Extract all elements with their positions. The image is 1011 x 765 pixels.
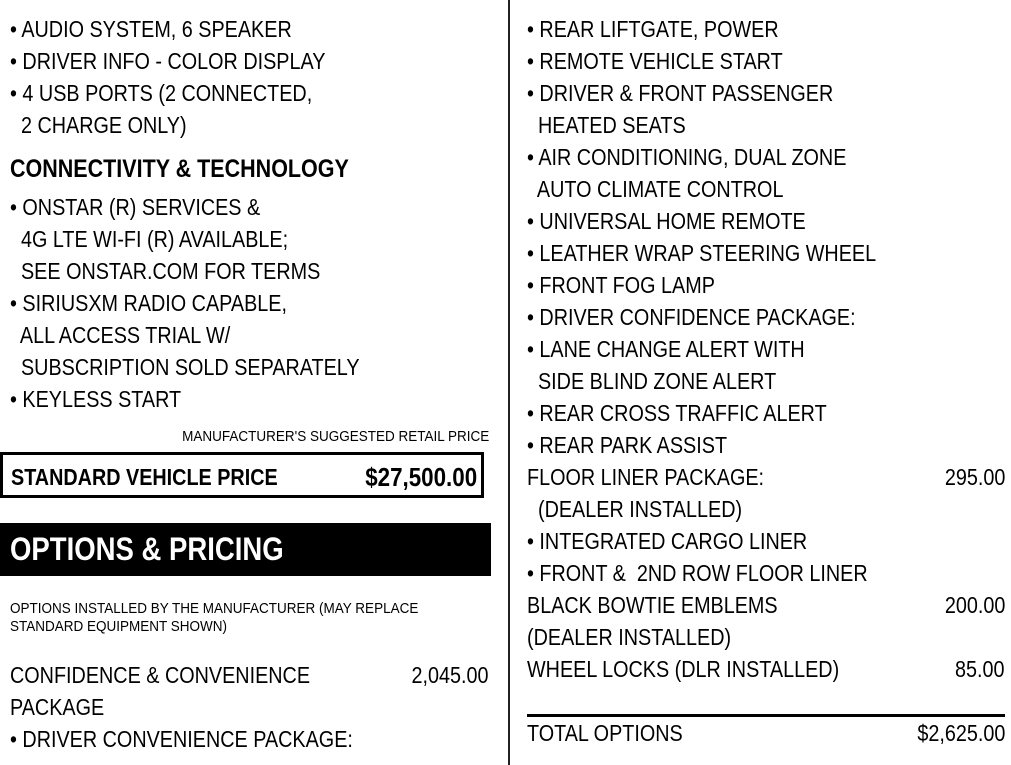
option-label: PACKAGE bbox=[10, 694, 105, 720]
options-heading-bar bbox=[0, 523, 491, 576]
standard-price-label: STANDARD VEHICLE PRICE bbox=[11, 464, 278, 490]
total-options-label: TOTAL OPTIONS bbox=[527, 720, 683, 746]
feature-line: • DRIVER CONFIDENCE PACKAGE: bbox=[527, 304, 856, 330]
feature-line: • REAR PARK ASSIST bbox=[527, 432, 728, 458]
feature-line: • ONSTAR (R) SERVICES & bbox=[10, 194, 261, 220]
feature-line: 2 CHARGE ONLY) bbox=[10, 112, 187, 138]
option-label: CONFIDENCE & CONVENIENCE bbox=[10, 662, 311, 688]
column-divider bbox=[508, 0, 510, 765]
option-label: FLOOR LINER PACKAGE: bbox=[527, 464, 765, 490]
feature-line: • INTEGRATED CARGO LINER bbox=[527, 528, 808, 554]
feature-line: HEATED SEATS bbox=[527, 112, 686, 138]
feature-line: ALL ACCESS TRIAL W/ bbox=[10, 322, 231, 348]
feature-line: • KEYLESS START bbox=[10, 386, 182, 412]
standard-price-box bbox=[0, 452, 484, 498]
feature-line: • 4 USB PORTS (2 CONNECTED, bbox=[10, 80, 313, 106]
feature-line: • DRIVER INFO - COLOR DISPLAY bbox=[10, 48, 326, 74]
option-price: 85.00 bbox=[955, 656, 1005, 682]
feature-line: • DRIVER & FRONT PASSENGER bbox=[527, 80, 834, 106]
options-note: STANDARD EQUIPMENT SHOWN) bbox=[10, 618, 228, 635]
options-note: OPTIONS INSTALLED BY THE MANUFACTURER (MAY REPLACE bbox=[10, 600, 419, 617]
total-options-value: $2,625.00 bbox=[916, 720, 1005, 746]
feature-line: • FRONT & 2ND ROW FLOOR LINER bbox=[527, 560, 868, 586]
option-label: BLACK BOWTIE EMBLEMS bbox=[527, 592, 778, 618]
options-heading: OPTIONS & PRICING bbox=[10, 531, 284, 567]
feature-line: • LANE CHANGE ALERT WITH bbox=[527, 336, 805, 362]
feature-line: • LEATHER WRAP STEERING WHEEL bbox=[527, 240, 877, 266]
standard-price-value: $27,500.00 bbox=[365, 462, 477, 492]
option-price: 2,045.00 bbox=[412, 662, 489, 688]
feature-line: 4G LTE WI-FI (R) AVAILABLE; bbox=[10, 226, 289, 252]
feature-line: • AIR CONDITIONING, DUAL ZONE bbox=[527, 144, 847, 170]
option-sub: (DEALER INSTALLED) bbox=[527, 496, 743, 522]
option-price: 200.00 bbox=[944, 592, 1005, 618]
feature-line: • REAR LIFTGATE, POWER bbox=[527, 16, 779, 42]
feature-line: • UNIVERSAL HOME REMOTE bbox=[527, 208, 806, 234]
feature-line: • FRONT FOG LAMP bbox=[527, 272, 715, 298]
section-heading: CONNECTIVITY & TECHNOLOGY bbox=[10, 155, 349, 183]
feature-line: AUTO CLIMATE CONTROL bbox=[527, 176, 784, 202]
feature-line: • AUDIO SYSTEM, 6 SPEAKER bbox=[10, 16, 292, 42]
option-price: 295.00 bbox=[944, 464, 1005, 490]
feature-line: SUBSCRIPTION SOLD SEPARATELY bbox=[10, 354, 360, 380]
option-sub: (DEALER INSTALLED) bbox=[527, 624, 732, 650]
feature-line: SEE ONSTAR.COM FOR TERMS bbox=[10, 258, 321, 284]
option-label: WHEEL LOCKS (DLR INSTALLED) bbox=[527, 656, 840, 682]
feature-line: • DRIVER CONVENIENCE PACKAGE: bbox=[10, 726, 353, 752]
feature-line: • REAR CROSS TRAFFIC ALERT bbox=[527, 400, 827, 426]
msrp-label: MANUFACTURER'S SUGGESTED RETAIL PRICE bbox=[181, 428, 489, 445]
feature-line: SIDE BLIND ZONE ALERT bbox=[527, 368, 777, 394]
feature-line: • SIRIUSXM RADIO CAPABLE, bbox=[10, 290, 287, 316]
feature-line: • REMOTE VEHICLE START bbox=[527, 48, 783, 74]
